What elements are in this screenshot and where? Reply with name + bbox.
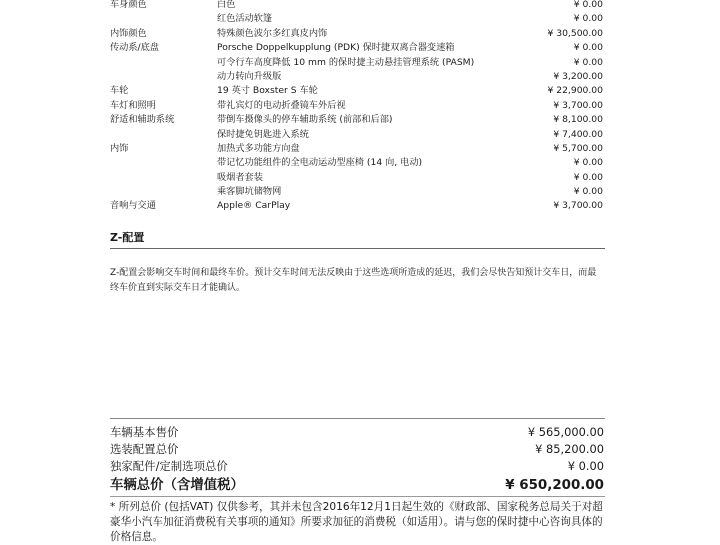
option-row <box>110 27 603 41</box>
option-category: 车身颜色 <box>110 0 147 10</box>
option-price: ¥ 0.00 <box>573 56 603 68</box>
option-category: 内饰颜色 <box>110 27 147 39</box>
option-price: ¥ 0.00 <box>573 0 603 10</box>
option-row <box>110 128 603 142</box>
option-name: 乘客脚坑储物网 <box>217 186 282 198</box>
option-name: 吸烟者套装 <box>217 171 263 183</box>
option-price: ¥ 0.00 <box>573 42 603 54</box>
exclusive-total-row <box>110 458 604 475</box>
option-price: ¥ 0.00 <box>573 13 603 25</box>
option-name: Porsche Doppelkupplung (PDK) 保时捷双离合器变速箱 <box>217 42 455 54</box>
option-price: ¥ 5,700.00 <box>553 142 603 154</box>
option-category: 传动系/底盘 <box>110 42 160 54</box>
option-row <box>110 41 603 55</box>
option-category: 内饰 <box>110 142 129 154</box>
base-price-value: ¥ 565,000.00 <box>527 425 604 439</box>
base-price-label: 车辆基本售价 <box>110 425 179 439</box>
option-row <box>110 185 603 199</box>
option-price: ¥ 3,200.00 <box>553 70 603 82</box>
options-total-value: ¥ 85,200.00 <box>535 442 604 456</box>
option-price: ¥ 0.00 <box>573 157 603 169</box>
option-price: ¥ 0.00 <box>573 186 603 198</box>
exclusive-total-value: ¥ 0.00 <box>567 459 604 473</box>
divider <box>110 496 605 497</box>
grand-total-label: 车辆总价（含增值税） <box>110 478 244 493</box>
option-category: 车轮 <box>110 85 129 97</box>
option-row <box>110 99 603 113</box>
options-table <box>110 0 603 214</box>
option-name: 红色活动软篷 <box>217 13 273 25</box>
option-name: 19 英寸 Boxster S 车轮 <box>217 85 318 97</box>
option-row <box>110 70 603 84</box>
divider <box>110 418 605 419</box>
option-name: 带倒车摄像头的停车辅助系统 (前部和后部) <box>217 114 393 126</box>
option-name: 加热式多功能方向盘 <box>217 142 300 154</box>
option-price: ¥ 3,700.00 <box>553 200 603 212</box>
option-row <box>110 113 603 127</box>
option-price: ¥ 8,100.00 <box>553 114 603 126</box>
option-price: ¥ 22,900.00 <box>547 85 603 97</box>
option-row <box>110 199 603 213</box>
option-price: ¥ 30,500.00 <box>547 27 603 39</box>
z-config-title: Z-配置 <box>110 231 145 244</box>
grand-total-value: ¥ 650,200.00 <box>505 478 604 493</box>
option-name: 保时捷免钥匙进入系统 <box>217 128 309 140</box>
base-price-row <box>110 424 604 441</box>
option-price: ¥ 0.00 <box>573 171 603 183</box>
price-note: * 所列总价 (包括VAT) 仅供参考，其并未包含2016年12月1日起生效的《财政部、国家税务总局关于对超豪华小汽车加征消费税有关事项的通知》所要求加征的消费税（如适用）。请与您的保时捷中心咨询具体的价格信息。 <box>110 501 603 543</box>
option-row <box>110 142 603 156</box>
options-total-label: 选装配置总价 <box>110 442 179 456</box>
divider <box>110 248 605 249</box>
totals-section <box>110 424 604 497</box>
option-name: Apple® CarPlay <box>217 200 291 212</box>
option-row <box>110 156 603 170</box>
option-name: 动力转向升级版 <box>217 70 282 82</box>
option-row <box>110 56 603 70</box>
z-config-description: Z-配置会影响交车时间和最终车价。预计交车时间无法反映由于这些选项所造成的延迟，我们会尽快告知预计交车日，而最终车价直到实际交车日才能确认。 <box>110 268 597 293</box>
exclusive-total-label: 独家配件/定制选项总价 <box>110 459 228 473</box>
option-name: 带礼宾灯的电动折叠镜车外后视 <box>217 99 346 111</box>
option-category: 车灯和照明 <box>110 99 156 111</box>
option-price: ¥ 7,400.00 <box>553 128 603 140</box>
option-row <box>110 0 603 12</box>
option-row <box>110 171 603 185</box>
option-row <box>110 84 603 98</box>
option-price: ¥ 3,700.00 <box>553 99 603 111</box>
option-name: 可令行车高度降低 10 mm 的保时捷主动悬挂管理系统 (PASM) <box>217 56 475 68</box>
option-name: 带记忆功能组件的全电动运动型座椅 (14 向, 电动) <box>217 157 423 169</box>
option-category: 音响与交通 <box>110 200 156 212</box>
option-category: 舒适和辅助系统 <box>110 114 175 126</box>
options-total-row <box>110 441 604 458</box>
grand-total-row <box>110 475 604 497</box>
option-row <box>110 12 603 26</box>
option-name: 特殊颜色波尔多红真皮内饰 <box>217 27 328 39</box>
option-name: 白色 <box>217 0 236 10</box>
